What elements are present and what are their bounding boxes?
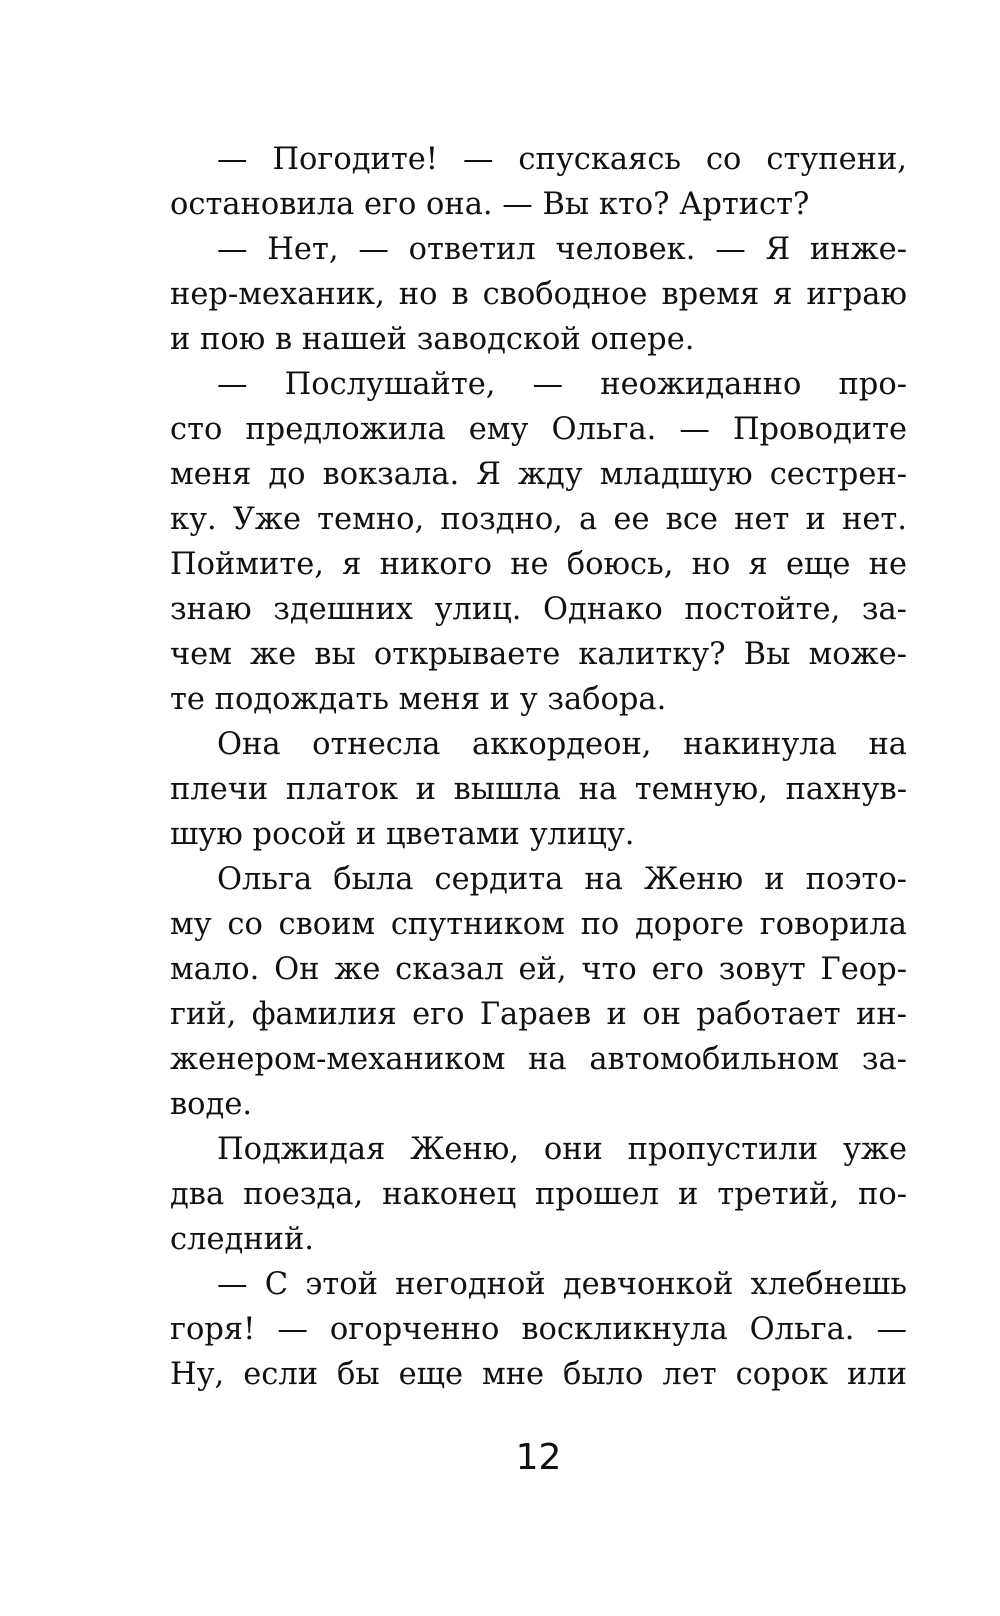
text-line: — Погодите! — спускаясь со ступени, <box>217 142 907 177</box>
text-line: сто предложила ему Ольга. — Проводите <box>170 412 907 447</box>
text-line: чем же вы открываете калитку? Вы може- <box>170 637 907 672</box>
text-line: — Послушайте, — неожиданно про- <box>217 367 907 402</box>
text-line: воде. <box>170 1087 253 1122</box>
text-line: плечи платок и вышла на темную, пахнув- <box>170 772 907 807</box>
text-line: гий, фамилия его Гараев и он работает ин- <box>170 997 907 1032</box>
text-line: Она отнесла аккордеон, накинула на <box>217 727 907 762</box>
text-line: знаю здешних улиц. Однако постойте, за- <box>170 592 907 627</box>
text-line: два поезда, наконец прошел и третий, по- <box>170 1177 907 1212</box>
text-line: меня до вокзала. Я жду младшую сестрен- <box>170 457 907 492</box>
text-line: — Нет, — ответил человек. — Я инже- <box>217 232 907 267</box>
text-line: ку. Уже темно, поздно, а ее все нет и нет. <box>170 502 907 537</box>
text-line: мало. Он же сказал ей, что его зовут Геор- <box>170 952 907 987</box>
text-line: те подождать меня и у забора. <box>170 682 667 717</box>
text-line: Ольга была сердита на Женю и поэто- <box>217 862 907 897</box>
text-line: нер-механик, но в свободное время я играю <box>170 277 907 312</box>
text-line: — С этой негодной девчонкой хлебнешь <box>217 1267 907 1302</box>
text-line: следний. <box>170 1222 314 1257</box>
text-line: женером-механиком на автомобильном за- <box>170 1042 907 1077</box>
text-line: му со своим спутником по дороге говорила <box>170 907 907 942</box>
text-line: остановила его она. — Вы кто? Артист? <box>170 187 810 222</box>
text-line: Поджидая Женю, они пропустили уже <box>217 1132 907 1167</box>
text-line: Ну, если бы еще мне было лет сорок или <box>170 1357 907 1392</box>
text-line: горя! — огорченно воскликнула Ольга. — <box>170 1312 907 1347</box>
text-line: и пою в нашей заводской опере. <box>170 322 695 357</box>
text-line: Поймите, я никого не боюсь, но я еще не <box>170 547 907 582</box>
page-number: 12 <box>515 1437 562 1478</box>
text-line: шую росой и цветами улицу. <box>170 817 635 852</box>
body-text <box>170 137 907 1397</box>
